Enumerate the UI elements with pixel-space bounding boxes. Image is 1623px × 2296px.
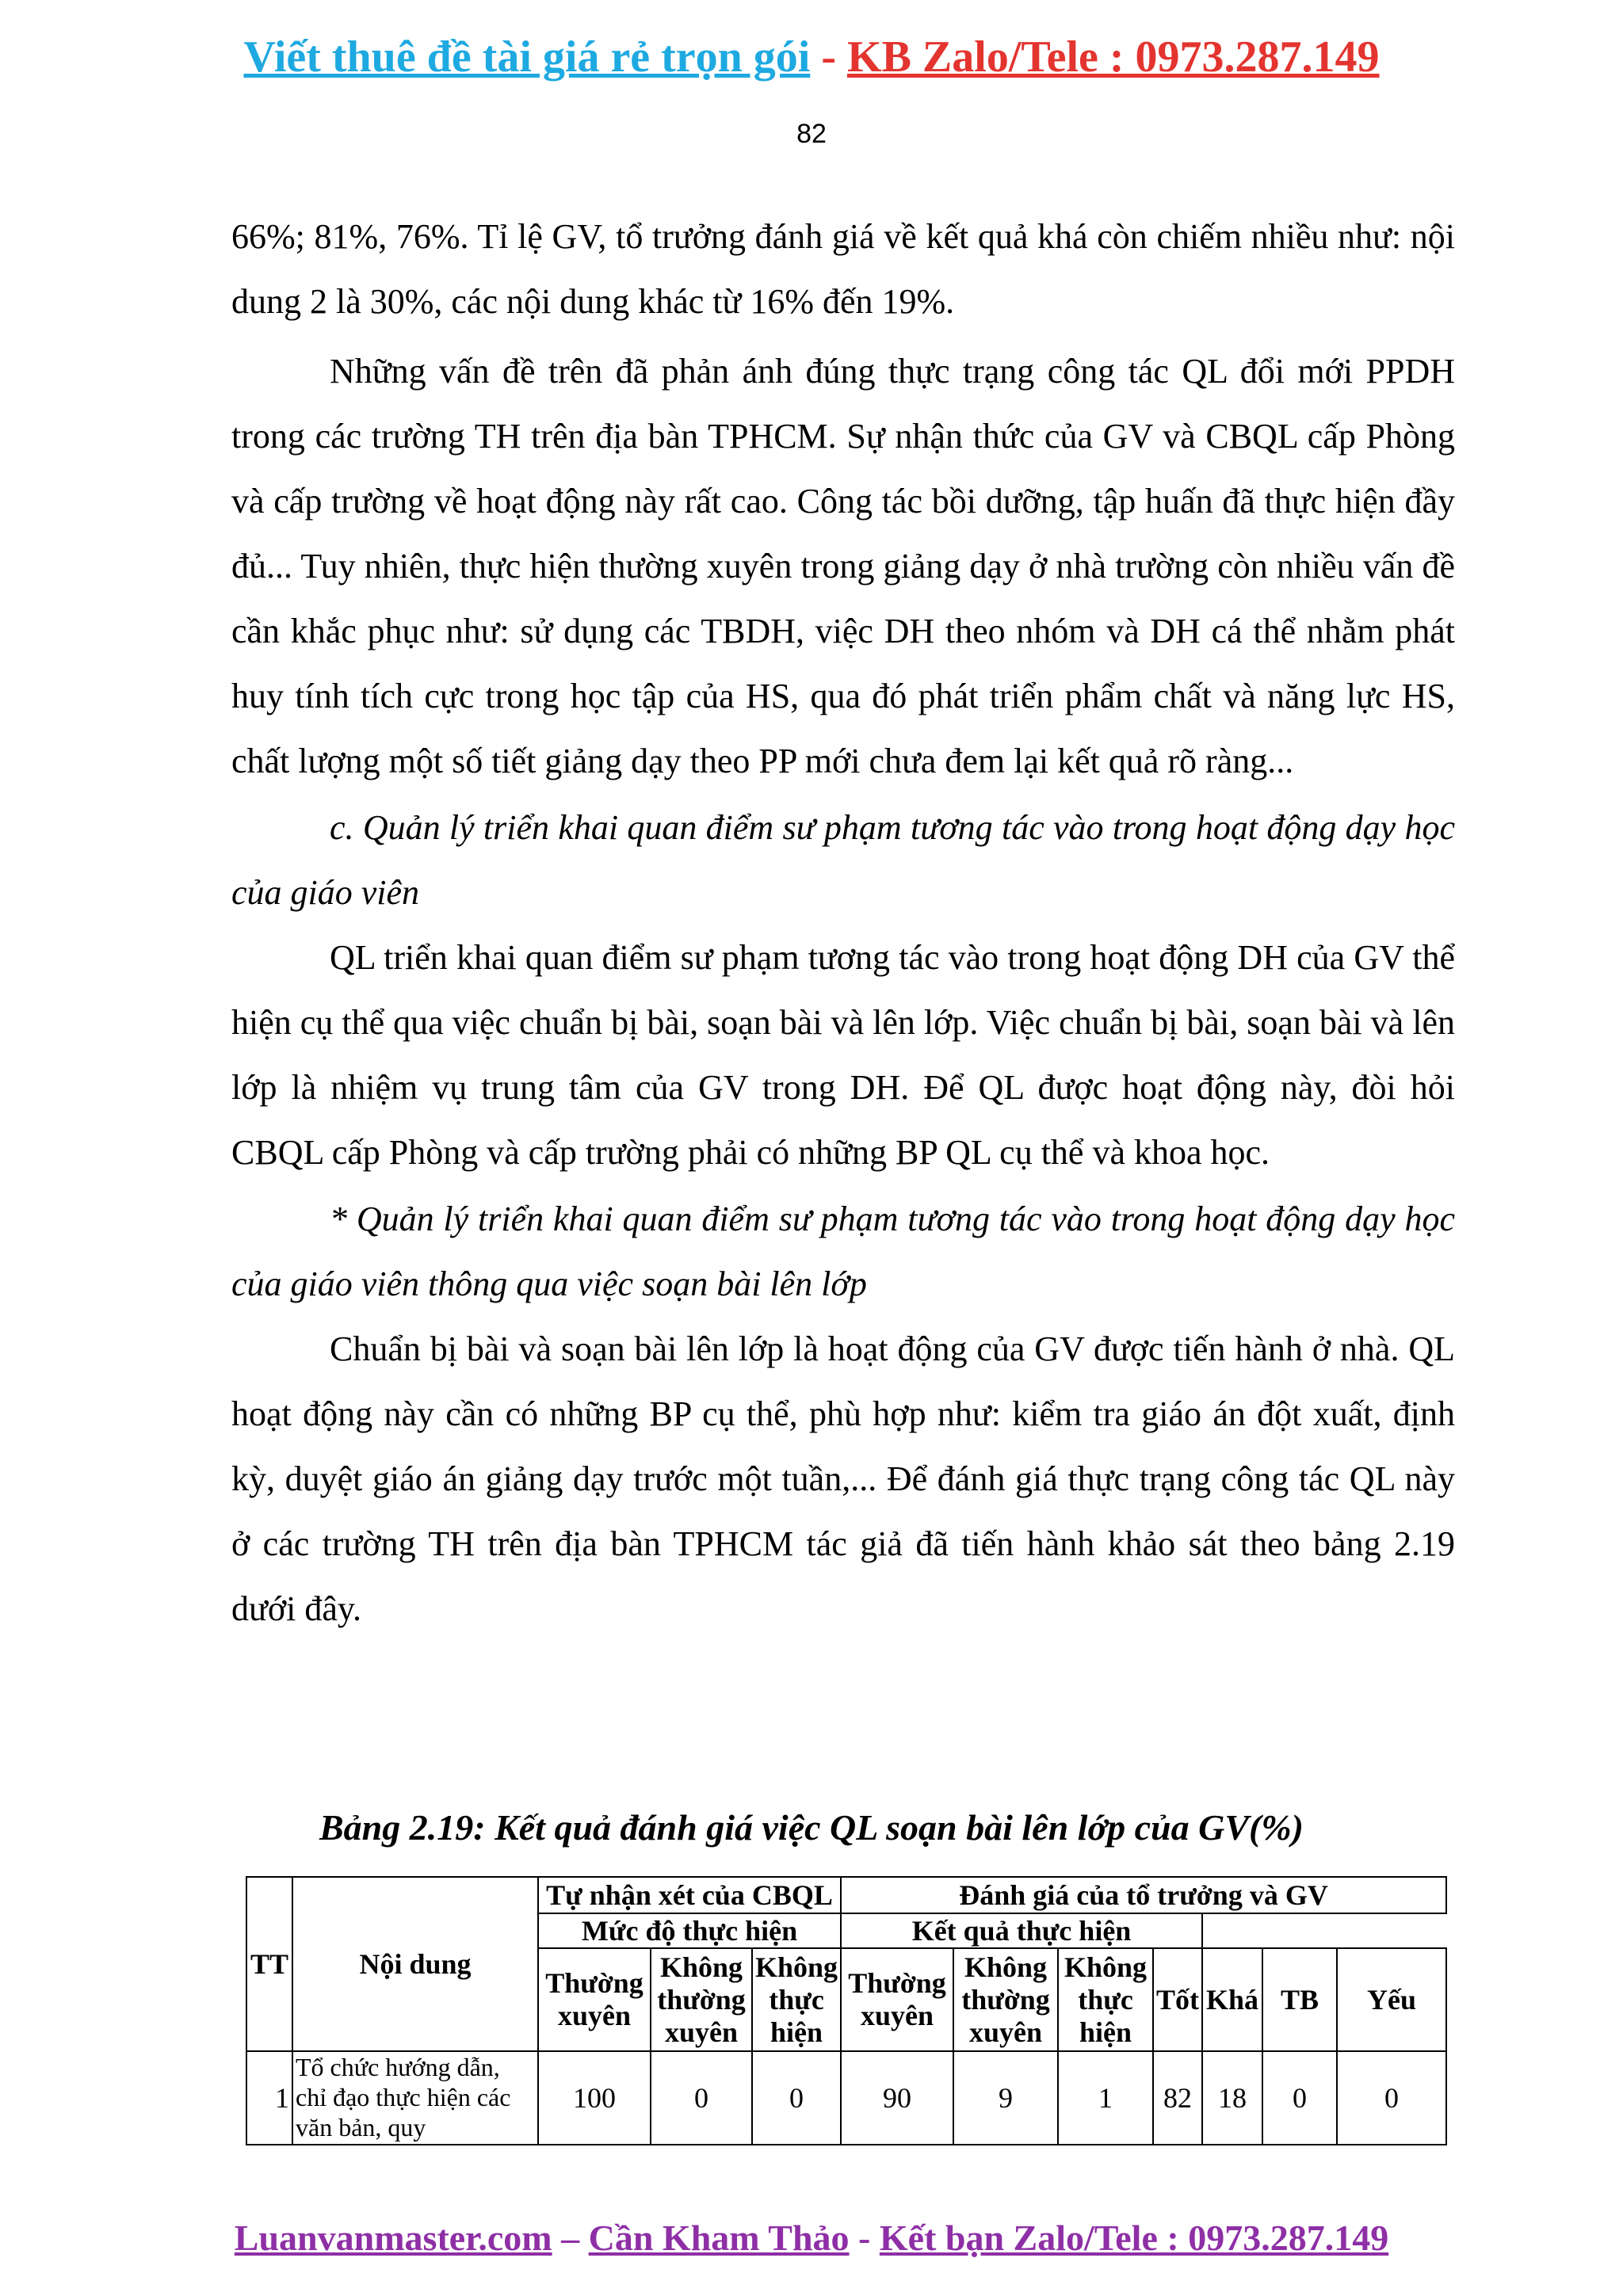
- header-tt: TT: [246, 1877, 292, 2051]
- row-value: 0: [1262, 2051, 1337, 2145]
- subsection-heading: * Quản lý triển khai quan điểm sư phạm tương tác vào trong hoạt động dạy học của giáo viên thông qua việc soạn bài lên lớp: [231, 1199, 1455, 1303]
- paragraph-summary: Những vấn đề trên đã phản ánh đúng thực trạng công tác QL đổi mới PPDH trong các trường TH trên địa bàn TPHCM. Sự nhận thức của GV và CBQL cấp Phòng và cấp trường về hoạt động này rất cao. Công tác bồi dưỡng, tập huấn đã thực hiện đầy đủ... Tuy nhiên, thực hiện thường xuyên trong giảng dạy ở nhà trường còn nhiều vấn đề cần khắc phục như: sử dụng các TBDH, việc DH theo nhóm và DH cá thể nhằm phát huy tính tích cực trong học tập của HS, qua đó phát triển phẩm chất và năng lực HS, chất lượng một số tiết giảng dạy theo PP mới chưa đem lại kết quả rõ ràng...: [231, 352, 1455, 780]
- table-caption: Bảng 2.19: Kết quả đánh giá việc QL soạn bài lên lớp của GV(%): [319, 1807, 1304, 1848]
- paragraph-continuation: 66%; 81%, 76%. Tỉ lệ GV, tổ trưởng đánh giá về kết quả khá còn chiếm nhiều như: nội dung 2 là 30%, các nội dung khác từ 16% đến 19%.: [231, 217, 1455, 321]
- header-content: Nội dung: [292, 1877, 538, 2051]
- results-table: [246, 1876, 1447, 2145]
- header-result-col: Tốt: [1153, 1948, 1202, 2051]
- page-header: [0, 32, 1623, 82]
- footer-site-link[interactable]: Luanvanmaster.com: [234, 2218, 552, 2258]
- row-value: 1: [1058, 2051, 1153, 2145]
- page-footer: [0, 2217, 1623, 2259]
- header-self-col: Thường xuyên: [538, 1948, 651, 2051]
- header-level: Mức độ thực hiện: [538, 1913, 841, 1948]
- paragraph-management: QL triển khai quan điểm sư phạm tương tác vào trong hoạt động DH của GV thể hiện cụ thể qua việc chuẩn bị bài, soạn bài và lên lớp. Việc chuẩn bị bài, soạn bài và lên lớp là nhiệm vụ trung tâm của GV trong DH. Để QL được hoạt động này, đòi hỏi CBQL cấp Phòng và cấp trường phải có những BP QL cụ thể và khoa học.: [231, 938, 1455, 1172]
- paragraph-survey: Chuẩn bị bài và soạn bài lên lớp là hoạt động của GV được tiến hành ở nhà. QL hoạt động này cần có những BP cụ thể, phù hợp như: kiểm tra giáo án đột xuất, định kỳ, duyệt giáo án giảng dạy trước một tuần,... Để đánh giá thực trạng công tác QL này ở các trường TH trên địa bàn TPHCM tác giả đã tiến hành khảo sát theo bảng 2.19 dưới đây.: [231, 1329, 1455, 1628]
- header-self-col: Không thường xuyên: [651, 1948, 752, 2051]
- header-evaluation: Đánh giá của tổ trưởng và GV: [841, 1877, 1446, 1913]
- header-level-col: Không thường xuyên: [953, 1948, 1058, 2051]
- header-result-col: Khá: [1202, 1948, 1262, 2051]
- header-contact-link[interactable]: KB Zalo/Tele : 0973.287.149: [847, 32, 1380, 82]
- table-row: [246, 2051, 1446, 2145]
- footer-separator: -: [849, 2218, 880, 2258]
- row-value: 0: [752, 2051, 841, 2145]
- document-body: [231, 204, 1455, 1642]
- header-level-col: Không thực hiện: [1058, 1948, 1153, 2051]
- header-level-col: Thường xuyên: [841, 1948, 953, 2051]
- row-value: 18: [1202, 2051, 1262, 2145]
- footer-dash: –: [552, 2218, 589, 2258]
- footer-author-link[interactable]: Cần Kham Thảo: [588, 2218, 850, 2258]
- header-service-link[interactable]: Viết thuê đề tài giá rẻ trọn gói: [243, 32, 811, 82]
- header-separator: -: [810, 32, 848, 82]
- row-value: 82: [1153, 2051, 1202, 2145]
- section-heading-c: c. Quản lý triển khai quan điểm sư phạm tương tác vào trong hoạt động dạy học của giáo viên: [231, 808, 1455, 912]
- row-value: 9: [953, 2051, 1058, 2145]
- row-number: 1: [246, 2051, 292, 2145]
- row-value: 100: [538, 2051, 651, 2145]
- header-result-col: TB: [1262, 1948, 1337, 2051]
- page-number: 82: [796, 119, 827, 149]
- row-value: 0: [1337, 2051, 1446, 2145]
- row-value: 90: [841, 2051, 953, 2145]
- footer-contact-link[interactable]: Kết bạn Zalo/Tele : 0973.287.149: [879, 2218, 1389, 2258]
- header-result-col: Yếu: [1337, 1948, 1446, 2051]
- header-self-assessment: Tự nhận xét của CBQL: [538, 1877, 841, 1913]
- row-content: Tổ chức hướng dẫn, chỉ đạo thực hiện các văn bản, quy: [292, 2051, 538, 2145]
- header-result: Kết quả thực hiện: [841, 1913, 1202, 1948]
- row-value: 0: [651, 2051, 752, 2145]
- header-self-col: Không thực hiện: [752, 1948, 841, 2051]
